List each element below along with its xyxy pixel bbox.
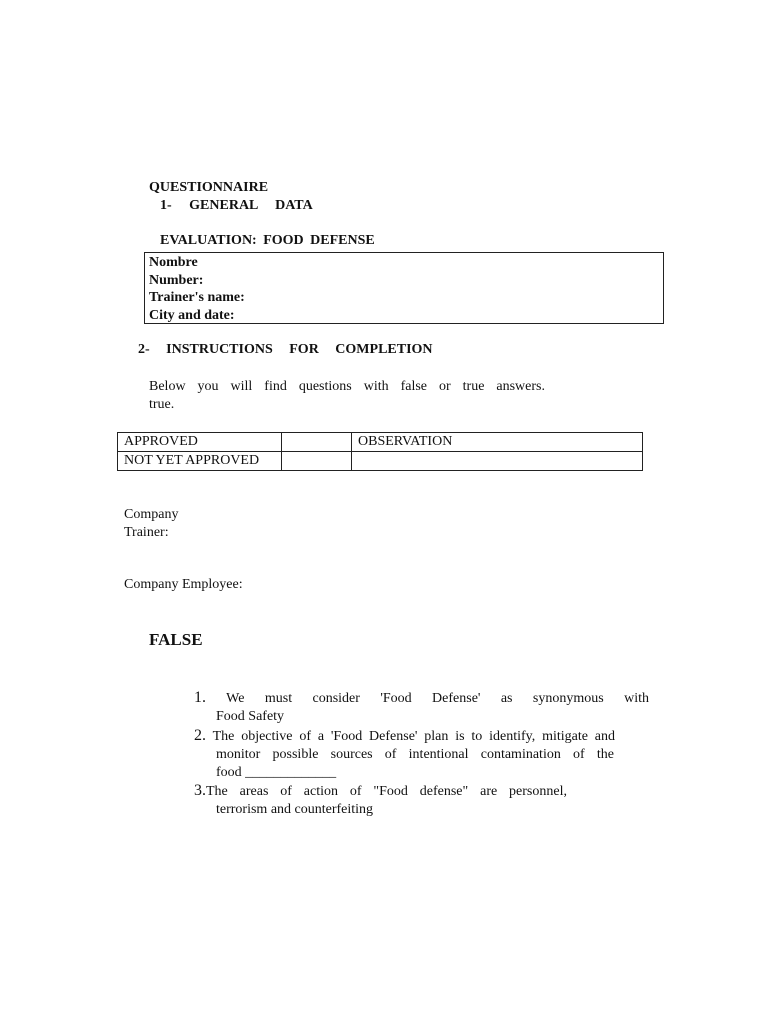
question-line	[194, 689, 649, 708]
field-number[interactable]: Number:	[149, 272, 204, 288]
instructions-text: Below you will find questions with false or true answers.	[149, 379, 545, 394]
question-number: 1.	[194, 689, 206, 706]
question-number: 3.	[194, 782, 206, 799]
question-item	[194, 689, 649, 726]
question-text: We must consider 'Food Defense' as synonymous with	[226, 691, 649, 706]
table-cell-observation: OBSERVATION	[352, 433, 643, 452]
question-item	[194, 782, 567, 819]
false-section-heading: FALSE	[149, 630, 203, 649]
result-table	[117, 432, 643, 471]
table-cell-observation-text[interactable]	[352, 452, 643, 471]
evaluation-heading: EVALUATION: FOOD DEFENSE	[160, 233, 375, 248]
table-row	[118, 433, 643, 452]
question-text-continued: monitor possible sources of intentional contamination of the	[216, 747, 614, 762]
table-cell-not-yet-approved-mark[interactable]	[282, 452, 352, 471]
field-name[interactable]: Nombre	[149, 255, 198, 270]
general-data-box	[144, 252, 664, 324]
document-title: QUESTIONNAIRE	[149, 180, 269, 195]
question-line	[194, 727, 615, 746]
company-employee-label: Company Employee:	[124, 577, 243, 592]
section1-heading: 1- GENERAL DATA	[160, 198, 313, 213]
field-trainer-name[interactable]: Trainer's name:	[149, 290, 245, 305]
section2-heading: 2- INSTRUCTIONS FOR COMPLETION	[138, 342, 433, 357]
question-text-continued: Food Safety	[216, 709, 285, 724]
question-item	[194, 727, 615, 782]
company-trainer-label: Company Trainer:	[124, 507, 179, 540]
instructions-text-continued: true.	[149, 397, 175, 412]
question-line	[194, 782, 567, 801]
table-cell-approved-mark[interactable]	[282, 433, 352, 452]
question-text: The areas of action of "Food defense" are personnel,	[206, 784, 567, 799]
question-text-continued: terrorism and counterfeiting	[216, 802, 374, 817]
table-cell-approved: APPROVED	[118, 433, 282, 452]
question-text: The objective of a 'Food Defense' plan is to identify, mitigate and	[212, 729, 616, 744]
table-cell-not-yet-approved: NOT YET APPROVED	[118, 452, 282, 471]
field-city-date[interactable]: City and date:	[149, 307, 235, 323]
table-row	[118, 452, 643, 471]
question-text-continued[interactable]: food _____________	[216, 765, 337, 780]
question-number: 2.	[194, 727, 206, 744]
